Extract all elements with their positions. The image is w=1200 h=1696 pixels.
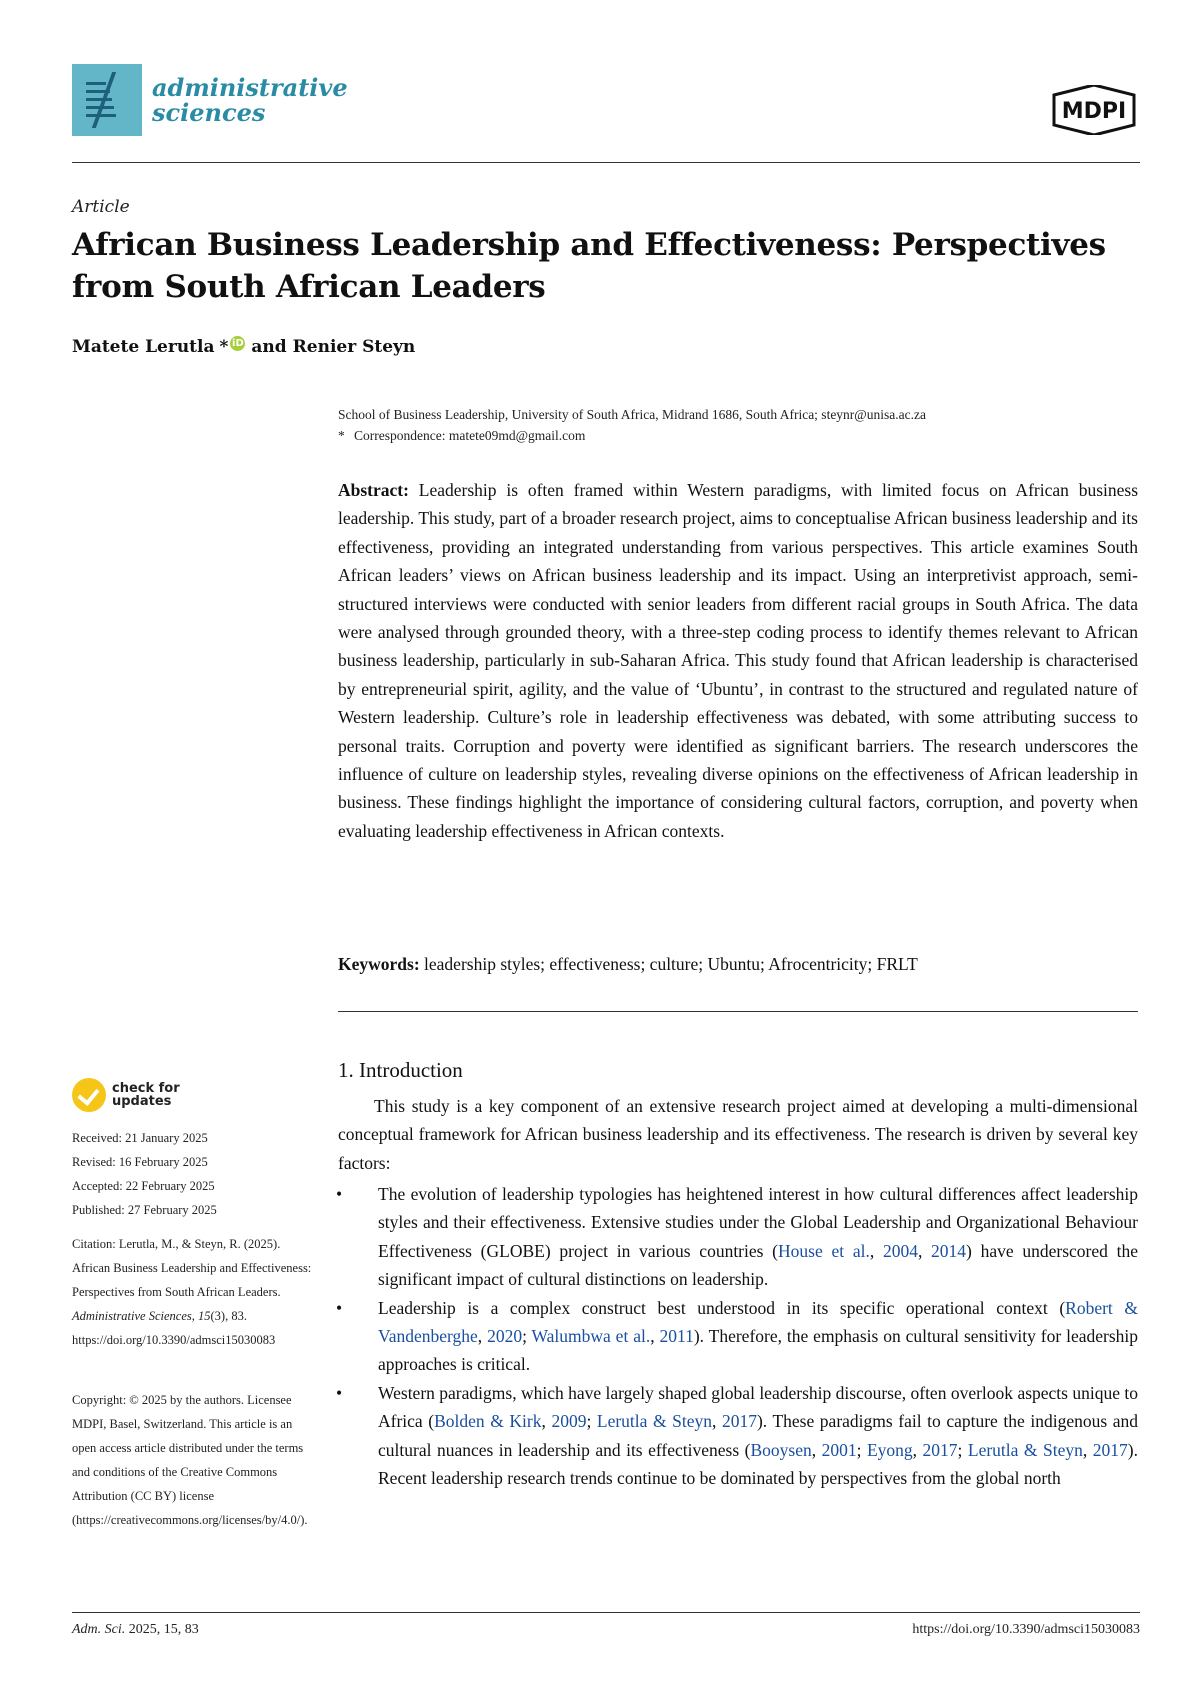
date-published: Published: 27 February 2025 [72, 1203, 217, 1217]
bullet-text: Western paradigms, which have largely shaped global leadership discourse, often overlook aspects unique to Africa ( [378, 1382, 1138, 1432]
mdpi-logo-icon[interactable] [1048, 85, 1140, 135]
journal-logo[interactable] [72, 64, 348, 136]
check-updates-line2: updates [112, 1094, 172, 1109]
separator: , [650, 1326, 660, 1347]
footer-year-vol: 2025, 15, 83 [128, 1622, 199, 1637]
journal-emblem-icon [72, 64, 142, 136]
separator: , [712, 1411, 722, 1432]
affiliation-line: School of Business Leadership, University of South Africa, Midrand 1686, South Africa; steynr@unisa.ac.za [338, 407, 926, 422]
bullet-text: Leadership is a complex construct best understood in its specific operational context ( [378, 1297, 1066, 1318]
copyright: Copyright: © 2025 by the authors. Licensee MDPI, Basel, Switzerland. This article is an open access article distributed under the terms and conditions of the Creative Commons Attribution (CC BY) license (https://creativecommons.org/licenses/by/4.0/). [72, 1393, 308, 1527]
citation-link[interactable]: 2011 [659, 1326, 694, 1347]
header-rule [72, 162, 1140, 163]
citation-link[interactable]: Eyong [866, 1439, 913, 1460]
citation-link[interactable]: 2017 [1092, 1439, 1128, 1460]
separator: , [541, 1411, 552, 1432]
bullet-text: ). Recent leadership research trends continue to be dominated by perspectives from the global north [378, 1439, 1138, 1489]
separator: ; [586, 1411, 597, 1432]
separator: , [869, 1240, 883, 1261]
abstract-rule [338, 1011, 1138, 1012]
footer-doi[interactable]: https://doi.org/10.3390/admsci15030083 [912, 1622, 1140, 1637]
abstract [338, 476, 1138, 845]
citation-journal: Administrative Sciences, 15 [72, 1309, 211, 1323]
citation-link[interactable]: Lerutla & Steyn [967, 1439, 1083, 1460]
bullet-text: ) have underscored the significant impact of cultural distinctions on leadership. [378, 1240, 1138, 1290]
citation-link[interactable]: Lerutla & Steyn [596, 1411, 713, 1432]
bullet-list [338, 1180, 1138, 1492]
check-updates-badge[interactable] [72, 1078, 180, 1112]
citation-prefix: Citation: Lerutla, M., & Steyn, R. (2025). African Business Leadership and Effectiveness: Perspectives from South African Leaders. [72, 1237, 312, 1299]
check-updates-line1: check for [112, 1081, 180, 1096]
bullet-mark: • [336, 1382, 343, 1403]
date-accepted: Accepted: 22 February 2025 [72, 1179, 215, 1193]
citation-link[interactable]: Walumbwa et al. [531, 1326, 651, 1347]
check-updates-icon [72, 1078, 106, 1112]
separator: ; [522, 1326, 532, 1347]
citation-link[interactable]: House et al. [778, 1240, 870, 1261]
journal-name-line2: sciences [152, 98, 266, 127]
check-updates-text [112, 1082, 180, 1108]
correspondence-text: Correspondence: matete09md@gmail.com [354, 428, 586, 443]
abstract-label: Abstract: [338, 480, 409, 500]
citation-link[interactable]: 2017 [922, 1439, 958, 1460]
mdpi-logo-text: MDPI [1061, 99, 1127, 124]
journal-name-line1: administrative [152, 73, 348, 102]
list-item [338, 1294, 1138, 1379]
citation-suffix[interactable]: (3), 83. https://doi.org/10.3390/admsci15030083 [72, 1309, 276, 1347]
keywords [338, 951, 1138, 977]
author-2[interactable]: Renier Steyn [292, 336, 416, 357]
citation [72, 1232, 312, 1352]
dates [72, 1126, 217, 1222]
citation-link[interactable]: Robert & Vandenberghe [378, 1297, 1138, 1347]
date-revised: Revised: 16 February 2025 [72, 1155, 208, 1169]
authors [72, 336, 415, 357]
orcid-icon[interactable]: iD [232, 338, 244, 349]
citation-link[interactable]: 2020 [487, 1326, 523, 1347]
affiliation [338, 404, 1138, 446]
separator: , [912, 1439, 923, 1460]
abstract-text: Leadership is often framed within Western paradigms, with limited focus on African business leadership. This study, part of a broader research project, aims to conceptualise African business leadership and its effectiveness, providing an integrated understanding from various perspectives. This article examines South African leaders’ views on African business leadership and its impact. Using an interpretivist approach, semi-structured interviews were conducted with senior leaders from different racial groups in South Africa. The data were analysed through grounded theory, with a three-step coding process to identify themes relevant to African business leadership, particularly in sub-Saharan Africa. This study found that African leadership is characterised by entrepreneurial spirit, agility, and the value of ‘Ubuntu’, in contrast to the structured and regulated nature of Western leadership. Culture’s role in leadership effectiveness was debated, with some attributing success to personal traits. Corruption and poverty were identified as significant barriers. The research underscores the influence of culture on leadership styles, revealing diverse opinions on the effectiveness of African leadership in business. These findings highlight the importance of considering cultural factors, corruption, and poverty when evaluating leadership effectiveness in African contexts. [338, 480, 1139, 841]
separator: , [1082, 1439, 1093, 1460]
bullet-mark: • [336, 1297, 343, 1318]
corresponding-mark: * [219, 336, 229, 357]
journal-name [152, 75, 348, 125]
citation-link[interactable]: 2017 [721, 1411, 757, 1432]
separator: ; [957, 1439, 968, 1460]
citation-link[interactable]: Bolden & Kirk [434, 1411, 542, 1432]
bullet-text: ). Therefore, the emphasis on cultural sensitivity for leadership approaches is critical. [378, 1326, 1139, 1375]
author-connector: and [251, 336, 287, 357]
citation-link[interactable]: 2004 [882, 1240, 918, 1261]
list-item [338, 1180, 1138, 1294]
citation-link[interactable]: 2001 [821, 1439, 857, 1460]
article-type: Article [72, 197, 130, 217]
bullet-mark: • [336, 1184, 343, 1204]
bullet-text: ). These paradigms fail to capture the indigenous and cultural nuances in leadership and its effectiveness ( [378, 1411, 1138, 1460]
footer-journal: Adm. Sci. [72, 1622, 126, 1637]
correspondence-mark: * [338, 428, 345, 443]
keywords-label: Keywords: [338, 954, 420, 974]
separator: , [917, 1240, 932, 1261]
intro-paragraph: This study is a key component of an extensive research project aimed at developing a multi-dimensional conceptual framework for African business leadership and its effectiveness. The research is driven by several key factors: [338, 1096, 1138, 1173]
list-item [338, 1379, 1138, 1493]
date-received: Received: 21 January 2025 [72, 1131, 208, 1145]
correspondence-line [338, 425, 1138, 446]
citation-link[interactable]: 2009 [551, 1411, 587, 1432]
citation-link[interactable]: Booysen [750, 1439, 812, 1460]
separator: ; [856, 1439, 867, 1460]
separator: , [477, 1326, 488, 1347]
footer-citation [72, 1622, 199, 1638]
footer-rule [72, 1612, 1140, 1613]
citation-link[interactable]: 2014 [931, 1240, 967, 1261]
article-title: African Business Leadership and Effectiveness: Perspectives from South African Leaders [72, 227, 1106, 305]
separator: , [811, 1439, 822, 1460]
section-heading: 1. Introduction [338, 1058, 463, 1082]
author-1[interactable]: Matete Lerutla [72, 336, 215, 357]
keywords-text: leadership styles; effectiveness; culture; Ubuntu; Afrocentricity; FRLT [424, 954, 918, 974]
bullet-text: The evolution of leadership typologies has heightened interest in how cultural differences affect leadership styles and their effectiveness. Extensive studies under the Global Leadership and Organizational Behaviour Effectiveness (GLOBE) project in various countries ( [378, 1184, 1138, 1261]
